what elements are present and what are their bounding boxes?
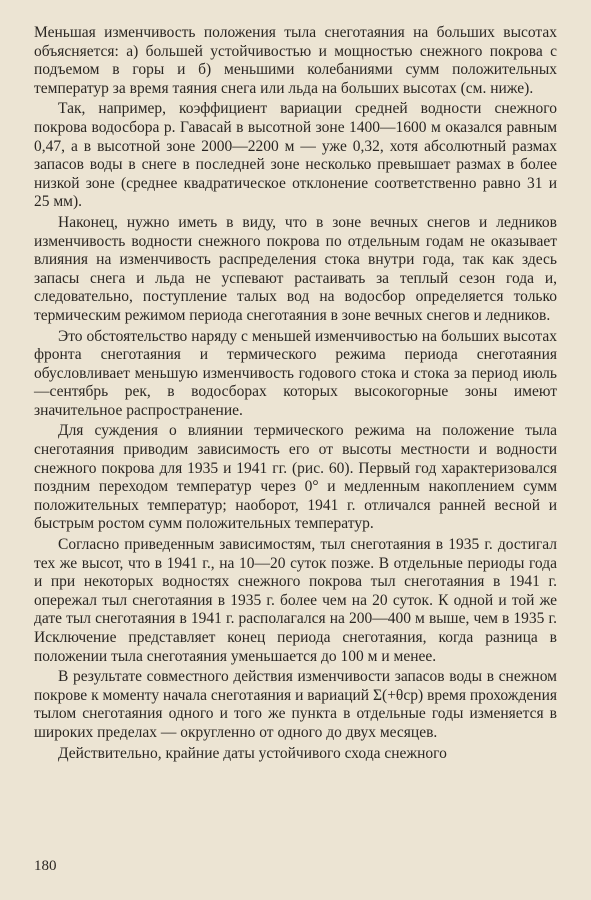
paragraph: Меньшая изменчивость положения тыла снеготаяния на больших высотах объясняется: а) большей устойчивостью и мощностью снежного покрова с подъемом в горы и б) меньшими колебаниями сумм положительных температур за время таяния снега или льда на больших высотах (см. ниже). xyxy=(34,24,557,97)
paragraph: Наконец, нужно иметь в виду, что в зоне вечных снегов и ледников изменчивость водности снежного покрова по отдельным годам не оказывает влияния на изменчивость распределения стока внутри года, так как здесь запасы снега и льда не успевают растаивать за теплый сезон года и, следовательно, поступление талых вод на водосбор определяется только термическим режимом периода снеготаяния в зоне вечных снегов и ледников. xyxy=(34,213,557,324)
page-number: 180 xyxy=(34,858,57,874)
paragraph: Это обстоятельство наряду с меньшей изменчивостью на больших высотах фронта снеготаяния и термического режима периода снеготаяния обусловливает меньшую изменчивость годового стока и стока за период июль—сентябрь рек, в водосборах которых высокогорные зоны имеют значительное распространение. xyxy=(34,327,557,419)
paragraph: Так, например, коэффициент вариации средней водности снежного покрова водосбора р. Гавасай в высотной зоне 1400—1600 м оказался равным 0,47, а в высотной зоне 2000—2200 м — уже 0,32, хотя абсолютный размах запасов воды в снеге в последней зоне несколько превышает размах в более низкой зоне (среднее квадратическое отклонение соответственно равно 31 и 25 мм). xyxy=(34,100,557,211)
paragraph: Для суждения о влиянии термического режима на положение тыла снеготаяния приводим зависимость его от высоты местности и водности снежного покрова для 1935 и 1941 гг. (рис. 60). Первый год характеризовался поздним переходом температур через 0° и медленным накоплением сумм положительных температур; наоборот, 1941 г. отличался ранней весной и быстрым ростом сумм положительных температур. xyxy=(34,422,557,533)
paragraph: В результате совместного действия изменчивости запасов воды в снежном покрове к моменту начала снеготаяния и вариаций Σ(+θср) время прохождения тылом снеготаяния одного и того же пункта в отдельные годы изменяется в широких пределах — округленно от одного до двух месяцев. xyxy=(34,668,557,741)
text-column xyxy=(34,24,557,763)
paragraph: Согласно приведенным зависимостям, тыл снеготаяния в 1935 г. достигал тех же высот, что в 1941 г., на 10—20 суток позже. В отдельные периоды года и при некоторых водностях снежного покрова тыл снеготаяния в 1941 г. опережал тыл снеготаяния в 1935 г. более чем на 20 суток. К одной и той же дате тыл снеготаяния в 1941 г. располагался на 200—400 м выше, чем в 1935 г. Исключение представляет конец периода снеготаяния, когда разница в положении тыла снеготаяния уменьшается до 100 м и менее. xyxy=(34,536,557,665)
paragraph: Действительно, крайние даты устойчивого схода снежного xyxy=(58,744,447,762)
